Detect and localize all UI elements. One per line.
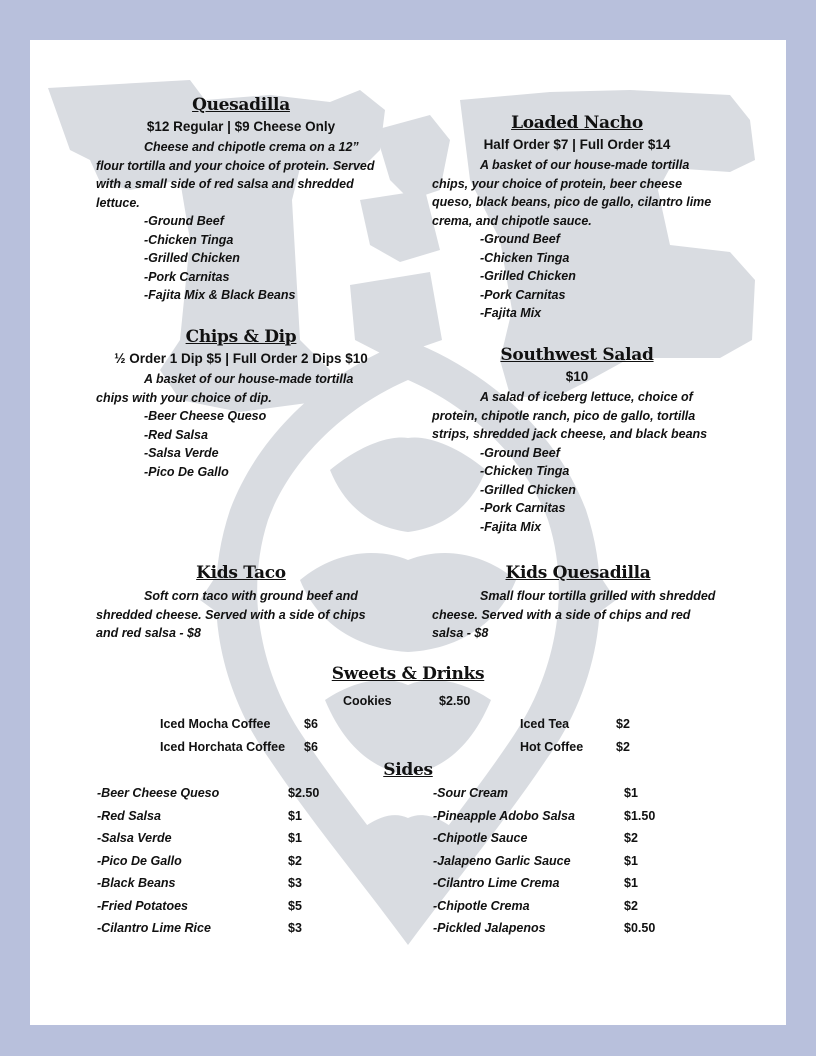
sweets-drinks-title: Sweets & Drinks [331, 664, 485, 684]
kids-quesadilla-title: Kids Quesadilla [505, 563, 651, 583]
item-price: $6 [304, 717, 318, 731]
item-price: $2 [616, 717, 630, 731]
southwest-salad-section [432, 345, 722, 536]
kids-taco-section [96, 563, 386, 643]
southwest-salad-title: Southwest Salad [500, 345, 654, 365]
list-item: -Ground Beef [480, 232, 560, 246]
item-price: $2 [288, 853, 302, 868]
item-name: -Chipotle Sauce [433, 831, 528, 845]
list-item: -Beer Cheese Queso [144, 409, 267, 423]
item-price: $2.50 [439, 694, 471, 708]
item-price: $3 [288, 921, 302, 935]
southwest-salad-description: A salad of iceberg lettuce, choice of protein, chipotle ranch, pico de gallo, tortilla strips, shredded jack cheese, and black beans [432, 390, 708, 441]
loaded-nacho-protein-list [432, 230, 722, 323]
chips-dip-price: ½ Order 1 Dip $5 | Full Order 2 Dips $10 [114, 351, 368, 366]
item-price: $3 [288, 876, 302, 890]
item-price: $1.50 [624, 808, 656, 823]
list-item: -Chicken Tinga [480, 464, 570, 478]
kids-taco-title: Kids Taco [196, 563, 286, 583]
kids-quesadilla-section [432, 563, 724, 643]
loaded-nacho-title: Loaded Nacho [511, 113, 643, 133]
list-item: -Ground Beef [480, 445, 560, 460]
chips-dip-section [96, 327, 386, 481]
item-name: Iced Tea [520, 717, 570, 731]
loaded-nacho-description: A basket of our house-made tortilla chips, your choice of protein, beer cheese queso, black beans, pico de gallo, cilantro lime crema, and chipotle sauce. [432, 158, 712, 228]
list-item: -Grilled Chicken [480, 482, 576, 497]
list-item: -Chicken Tinga [144, 232, 234, 247]
item-name: Iced Mocha Coffee [160, 717, 271, 731]
item-name: Iced Horchata Coffee [160, 740, 286, 754]
item-price: $6 [304, 740, 318, 754]
list-item: -Pork Carnitas [480, 287, 566, 302]
list-item: -Fajita Mix [480, 519, 542, 534]
list-item: -Salsa Verde [144, 446, 219, 460]
item-price: $5 [288, 898, 302, 913]
item-name: Hot Coffee [520, 740, 584, 754]
list-item: -Fajita Mix [480, 306, 542, 320]
sides-title: Sides [383, 760, 433, 780]
item-name: -Sour Cream [433, 786, 509, 800]
item-name: -Beer Cheese Queso [97, 786, 220, 800]
item-price: $1 [624, 876, 638, 890]
loaded-nacho-section [432, 113, 722, 323]
item-name: -Pico De Gallo [97, 853, 182, 868]
item-price: $2.50 [288, 786, 320, 800]
item-price: $2 [624, 831, 638, 845]
item-name: -Pineapple Adobo Salsa [433, 808, 575, 823]
item-price: $1 [624, 853, 638, 868]
item-name: -Chipotle Crema [433, 898, 530, 913]
quesadilla-section [96, 95, 386, 305]
list-item: -Chicken Tinga [480, 250, 570, 265]
item-name: -Red Salsa [97, 808, 161, 823]
quesadilla-title: Quesadilla [192, 95, 290, 115]
item-price: $1 [288, 831, 302, 845]
quesadilla-price: $12 Regular | $9 Cheese Only [146, 119, 336, 134]
loaded-nacho-price: Half Order $7 | Full Order $14 [483, 137, 671, 152]
list-item: -Pico De Gallo [144, 464, 229, 479]
item-name: Cookies [343, 694, 392, 708]
item-price: $0.50 [624, 921, 656, 935]
list-item: -Ground Beef [144, 214, 224, 228]
quesadilla-protein-list [96, 212, 386, 305]
item-price: $2 [624, 898, 638, 913]
menu-page [30, 40, 786, 1025]
item-name: -Pickled Jalapenos [433, 921, 546, 935]
list-item: -Pork Carnitas [480, 501, 566, 515]
list-item: -Grilled Chicken [144, 251, 240, 265]
item-name: -Fried Potatoes [97, 898, 188, 913]
chips-dip-title: Chips & Dip [185, 327, 297, 347]
southwest-salad-price: $10 [565, 369, 589, 384]
item-name: -Cilantro Lime Rice [97, 921, 211, 935]
item-price: $1 [288, 808, 302, 823]
item-name: -Black Beans [97, 876, 176, 890]
item-name: -Cilantro Lime Crema [433, 876, 560, 890]
list-item: -Pork Carnitas [144, 269, 230, 284]
kids-quesadilla-description: Small flour tortilla grilled with shredded cheese. Served with a side of chips and red salsa - $8 [432, 589, 716, 640]
item-price: $1 [624, 786, 638, 800]
item-name: -Jalapeno Garlic Sauce [433, 853, 571, 868]
quesadilla-description: Cheese and chipotle crema on a 12” flour tortilla and your choice of protein. Served with a small side of red salsa and shredded lettuce. [96, 140, 375, 210]
southwest-salad-protein-list [432, 444, 722, 537]
list-item: -Fajita Mix & Black Beans [144, 288, 296, 302]
list-item: -Grilled Chicken [480, 269, 576, 283]
chips-dip-description: A basket of our house-made tortilla chips with your choice of dip. [96, 372, 354, 405]
item-name: -Salsa Verde [97, 831, 172, 845]
list-item: -Red Salsa [144, 427, 208, 442]
chips-dip-options-list [96, 407, 386, 481]
kids-taco-description: Soft corn taco with ground beef and shredded cheese. Served with a side of chips and red salsa - $8 [96, 589, 366, 640]
item-price: $2 [616, 740, 630, 754]
